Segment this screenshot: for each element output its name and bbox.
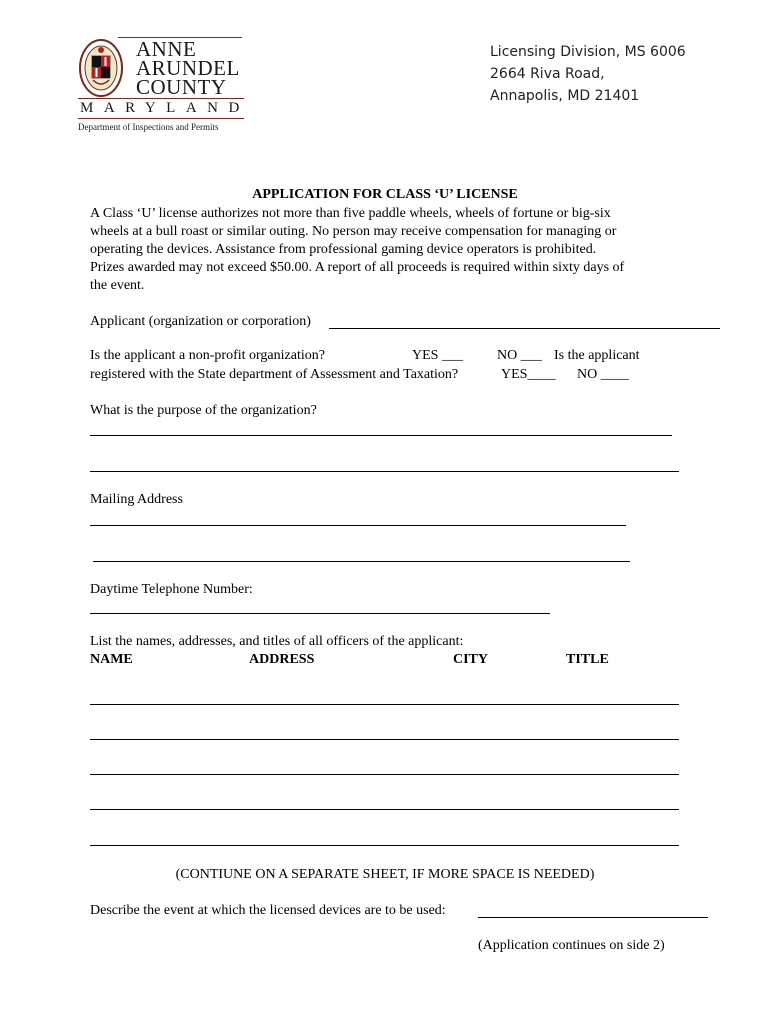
continues-note: (Application continues on side 2) — [478, 938, 665, 953]
event-label: Describe the event at which the licensed devices are to be used: — [90, 903, 446, 918]
purpose-field-line-2[interactable] — [90, 471, 679, 472]
intro-line-3: operating the devices. Assistance from professional gaming device operators is prohibited. — [90, 242, 597, 257]
logo-state-rule-top — [78, 98, 244, 99]
officers-label: List the names, addresses, and titles of all officers of the applicant: — [90, 634, 464, 649]
purpose-field-line-1[interactable] — [90, 435, 672, 436]
logo-state-rule-bottom — [78, 118, 244, 119]
continue-note: (CONTIUNE ON A SEPARATE SHEET, IF MORE SPACE IS NEEDED) — [175, 867, 595, 882]
applicant-label: Applicant (organization or corporation) — [90, 314, 311, 329]
intro-paragraph — [90, 205, 624, 295]
address-line-2: 2664 Riva Road, — [490, 66, 605, 82]
officers-header-name: NAME — [90, 652, 133, 667]
intro-line-1: A Class ‘U’ license authorizes not more than five paddle wheels, wheels of fortune or big-six — [90, 206, 611, 221]
officer-row-1[interactable] — [90, 704, 679, 705]
logo-state: MARYLAND — [80, 100, 250, 116]
officers-header-title: TITLE — [566, 652, 609, 667]
logo-name-line-3: COUNTY — [136, 75, 227, 99]
officers-header-address: ADDRESS — [249, 652, 315, 667]
phone-label: Daytime Telephone Number: — [90, 582, 253, 597]
nonprofit-question: Is the applicant a non-profit organization? — [90, 348, 325, 363]
intro-line-2: wheels at a bull roast or similar outing. No person may receive compensation for managing or — [90, 224, 617, 239]
intro-line-5: the event. — [90, 278, 145, 293]
officer-row-4[interactable] — [90, 809, 679, 810]
registered-yes-option[interactable]: YES____ — [501, 367, 556, 382]
officer-row-3[interactable] — [90, 774, 679, 775]
logo-name-line-1: ANNE — [136, 37, 197, 61]
registered-question-start: Is the applicant — [554, 348, 640, 363]
mailing-address-field-line-1[interactable] — [90, 525, 626, 526]
form-title: APPLICATION FOR CLASS ‘U’ LICENSE — [252, 187, 518, 202]
applicant-field[interactable] — [329, 328, 720, 329]
mailing-address-field-line-2[interactable] — [93, 561, 630, 562]
logo-name-line-2: ARUNDEL — [136, 56, 240, 80]
nonprofit-no-option[interactable]: NO ___ — [497, 348, 542, 363]
intro-line-4: Prizes awarded may not exceed $50.00. A report of all proceeds is required within sixty days of — [90, 260, 625, 275]
phone-field[interactable] — [90, 613, 550, 614]
registered-no-option[interactable]: NO ____ — [577, 367, 629, 382]
officers-header-city: CITY — [453, 652, 489, 667]
officer-row-5[interactable] — [90, 845, 679, 846]
county-logo — [78, 36, 248, 136]
mailing-address-label: Mailing Address — [90, 492, 183, 507]
maryland-county-seal-icon — [78, 38, 124, 100]
logo-department: Department of Inspections and Permits — [78, 122, 219, 132]
purpose-label: What is the purpose of the organization? — [90, 403, 317, 418]
address-line-3: Annapolis, MD 21401 — [490, 88, 640, 104]
officer-row-2[interactable] — [90, 739, 679, 740]
address-line-1: Licensing Division, MS 6006 — [490, 44, 686, 60]
event-field[interactable] — [478, 917, 708, 918]
office-address — [490, 41, 686, 107]
registered-question-rest: registered with the State department of Assessment and Taxation? — [90, 367, 459, 382]
nonprofit-yes-option[interactable]: YES ___ — [412, 348, 463, 363]
